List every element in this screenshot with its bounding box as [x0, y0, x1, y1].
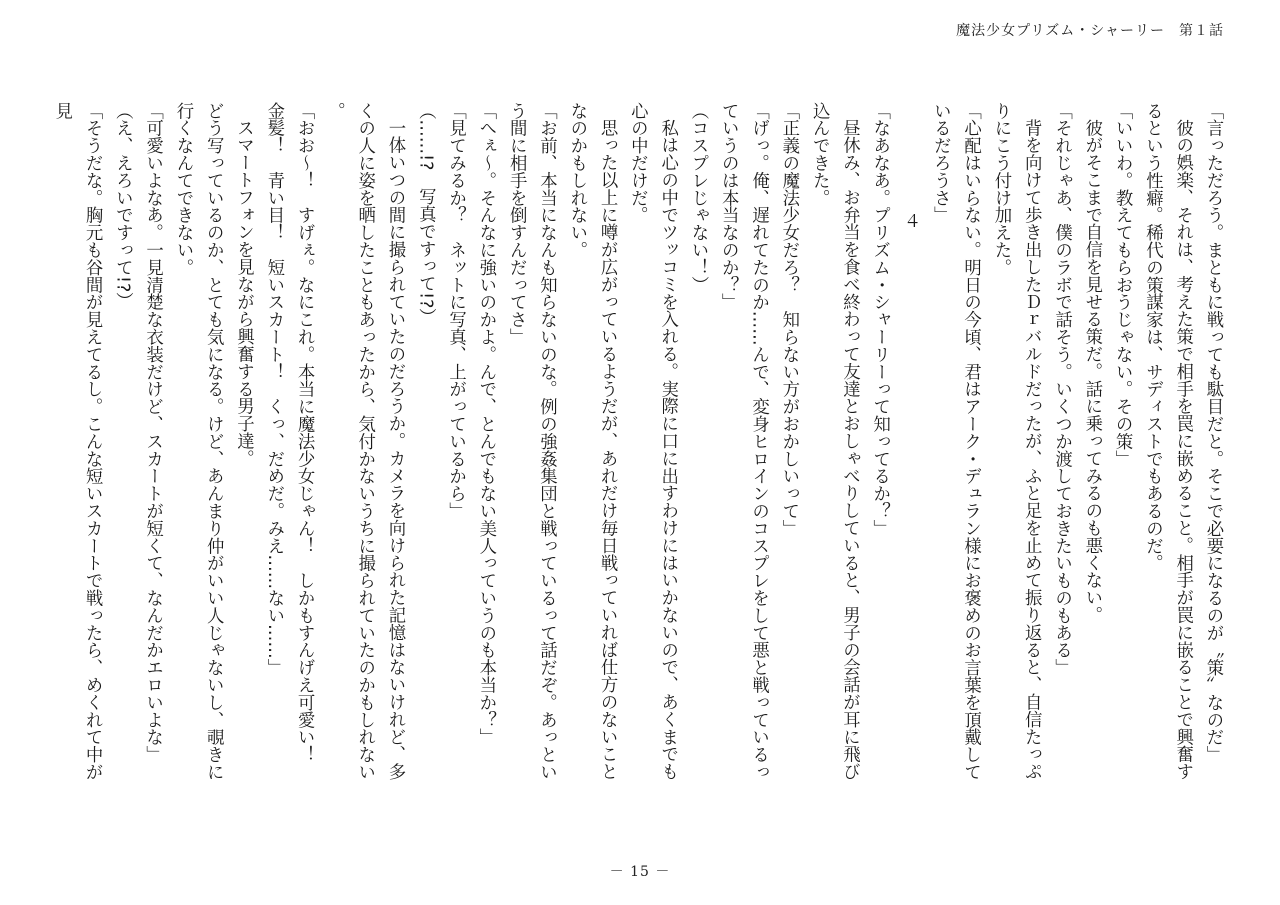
- vertical-body-text: [43, 102, 1228, 792]
- paragraph: （え、えろいですって!?）: [112, 102, 133, 310]
- paragraph: 思った以上に噂が広がっているようだが、あれだけ毎日戦っていれば仕方のないことなのかもしれない。: [566, 102, 618, 781]
- paragraph: 「言っただろう。まともに戦っても駄目だと。そこで必要になるのが〝策〟なのだ」: [1203, 102, 1223, 764]
- paragraph: 「おお～！ すげぇ。なにこれ。本当に魔法少女じゃん！ しかもすんげえ可愛い！ 金髪！ 青い目！ 短いスカート！ くっ、だめだ。みえ……ない……」: [263, 102, 315, 781]
- paragraph: 「げっ。俺、遅れてたのか……んで、変身ヒロインのコスプレをして悪と戦っているっていうのは本当なのか？」: [718, 102, 769, 781]
- paragraph: 「正義の魔法少女だろ？ 知らない方がおかしいって」: [778, 102, 799, 537]
- paragraph: 「いいわ。教えてもらおうじゃない。その策」: [1112, 102, 1133, 468]
- paragraph: 背を向けて歩き出したＤｒバルドだったが、ふと足を止めて振り返ると、自信たっぷりにこう付け加えた。: [990, 102, 1042, 781]
- paragraph: スマートフォンを見ながら興奮する男子達。: [233, 119, 254, 468]
- paragraph: 昼休み、お弁当を食べ終わって友達とおしゃべりしていると、男子の会話が耳に飛び込んできた。: [809, 102, 860, 781]
- paragraph: 「見てみるか？ ネットに写真、上がっているから」: [445, 102, 466, 520]
- section-number: ４: [900, 212, 921, 229]
- paragraph: 「へぇ～。そんなに強いのかよ。んで、とんでもない美人っていうのも本当か？」: [475, 102, 496, 746]
- paragraph: 一体いつの間に撮られていたのだろうか。カメラを向けられた記憶はないけれど、多くの人に姿を晒したこともあったから、気付かないうちに撮られていたのかもしれない。: [324, 102, 405, 781]
- paragraph: 私は心の中でツッコミを入れる。実際に口に出すわけにはいかないので、あくまでも心の中だけだ。: [627, 102, 678, 781]
- paragraph: 「心配はいらない。明日の今頃、君はアーク・デュラン様にお褒めのお言葉を頂戴しているだろうさ」: [930, 102, 981, 781]
- paragraph: 「お前、本当になんも知らないのな。例の強姦集団と戦っているって話だぞ。あっという間に相手を倒すんだってさ」: [506, 102, 557, 781]
- paragraph: どう写っているのか、とても気になる。けど、あんまり仲がいい人じゃないし、覗きに行くなんてできない。: [172, 102, 224, 781]
- paragraph: 「可愛いよなあ。一見清楚な衣装だけど、スカートが短くて、なんだかエロいよな」: [142, 102, 163, 764]
- paragraph: 「それじゃあ、僕のラボで話そう。いくつか渡しておきたいものもある」: [1051, 102, 1072, 677]
- paragraph: （……!? 写真ですって!?）: [415, 102, 436, 326]
- chapter-label: 第１話: [1179, 23, 1224, 39]
- paragraph: 「なあなあ。プリズム・シャーリーって知ってるか？」: [869, 102, 890, 537]
- paragraph: （コスプレじゃない！）: [687, 102, 708, 294]
- paragraph: 彼の娯楽、それは、考えた策で相手を罠に嵌めること。相手が罠に嵌ることで興奮するという性癖。稀代の策謀家は、サディストでもあるのだ。: [1142, 102, 1193, 781]
- running-header: [956, 20, 1224, 40]
- book-title: 魔法少女プリズム・シャーリー: [956, 23, 1165, 39]
- paragraph: 「そうだな。胸元も谷間が見えてるし。こんな短いスカートで戦ったら、めくれて中が見: [51, 102, 103, 781]
- paragraph: 彼がそこまで自信を見せる策だ。話に乗ってみるのも悪くない。: [1081, 119, 1102, 624]
- page-number: － 15 －: [609, 864, 671, 880]
